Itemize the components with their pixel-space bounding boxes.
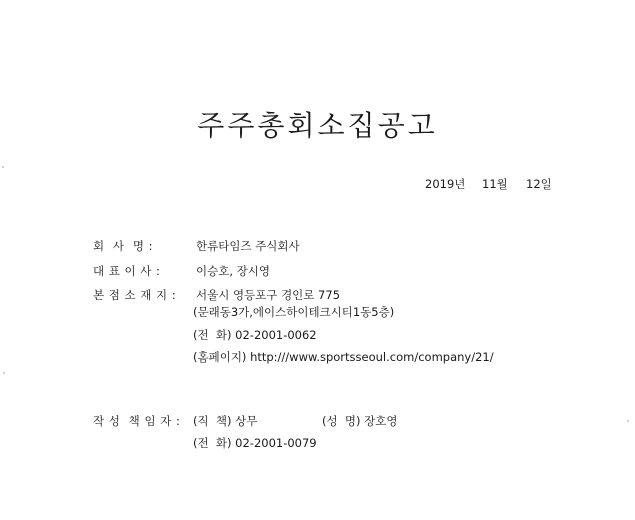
- company-name-label: 회 사 명 :: [93, 239, 153, 253]
- address-line-1: 서울시 영등포구 경인로 775: [196, 288, 341, 302]
- company-name: 한류타임즈 주식회사: [196, 239, 300, 253]
- date-day: 12일: [526, 177, 552, 191]
- scan-speck: [2, 166, 4, 168]
- date-month: 11월: [482, 177, 508, 191]
- author-label: 작 성 책 임 자 :: [93, 414, 181, 428]
- date-year: 2019년: [425, 177, 466, 191]
- author-position: (직 책) 상무: [193, 414, 258, 428]
- headquarters-label: 본 점 소 재 지 :: [93, 288, 177, 302]
- author-name: (성 명) 장호영: [322, 414, 398, 428]
- scan-speck: [627, 420, 629, 422]
- author-phone: (전 화) 02-2001-0079: [193, 436, 317, 450]
- representative: 이승호, 장시영: [196, 264, 270, 278]
- company-phone: (전 화) 02-2001-0062: [193, 328, 317, 342]
- company-homepage: (홈페이지) http:///www.sportsseoul.com/company/21/: [193, 350, 494, 364]
- address-line-2: (문래동3가,에이스하이테크시티1동5층): [193, 305, 395, 319]
- document-title: 주주총회소집공고: [197, 109, 438, 142]
- representative-label: 대 표 이 사 :: [93, 264, 161, 278]
- scan-speck: [3, 372, 5, 374]
